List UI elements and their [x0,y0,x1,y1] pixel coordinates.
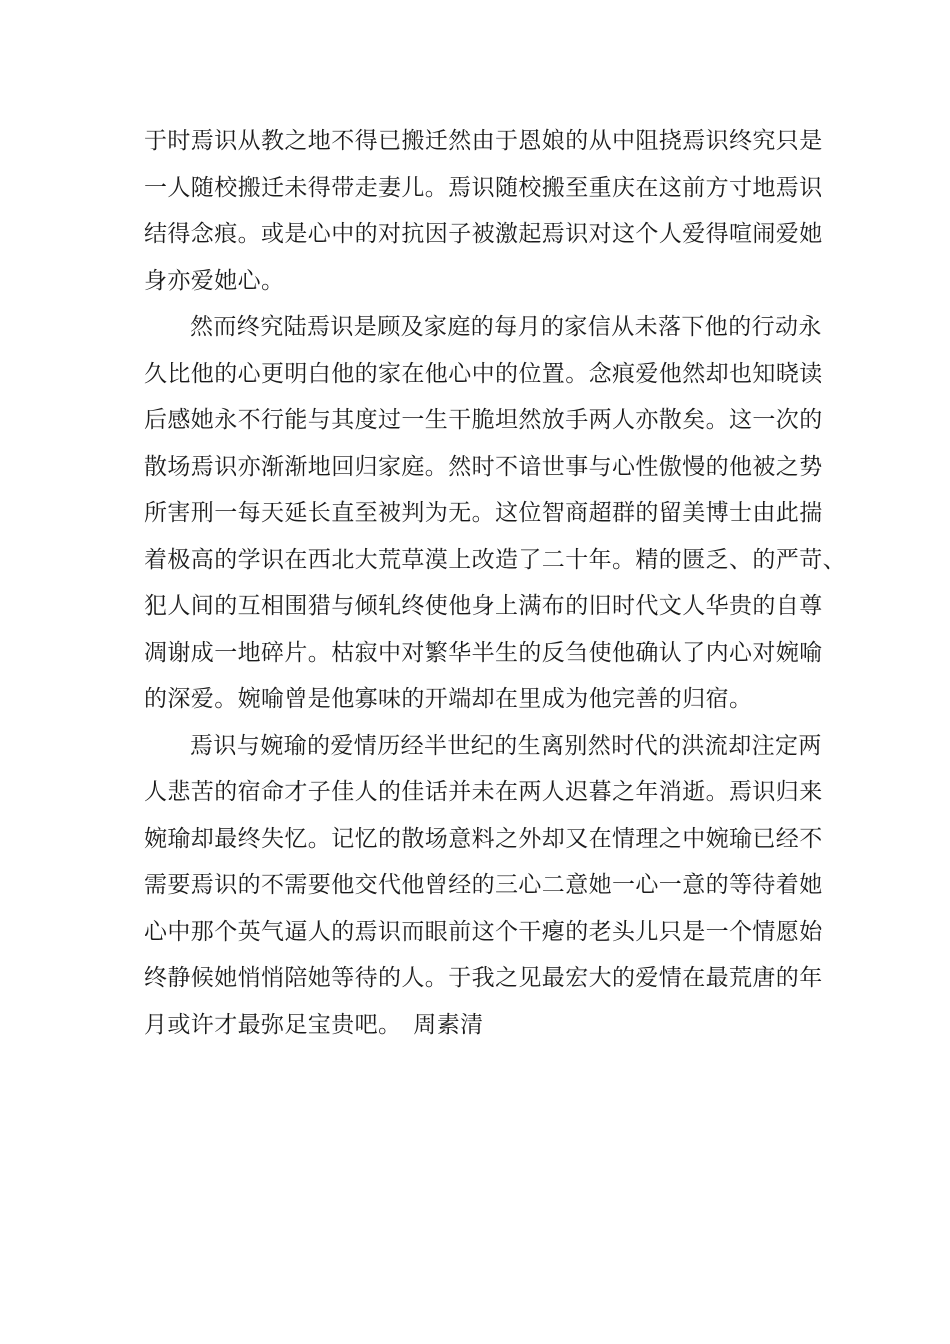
text-line: 一人随校搬迁未得带走妻儿。焉识随校搬至重庆在这前方寸地焉识 [144,174,823,201]
paragraph-first-line: 然而终究陆焉识是顾及家庭的每月的家信从未落下他的行动永 [190,314,822,340]
document-body [144,118,846,1048]
text-line: 久比他的心更明白他的家在他心中的位置。念痕爱他然却也知晓读 [144,360,823,387]
text-line: 于时焉识从教之地不得已搬迁然由于恩娘的从中阻挠焉识终究只是 [144,128,823,154]
text-line: 婉瑜却最终失忆。记忆的散场意料之外却又在情理之中婉瑜已经不 [144,825,823,852]
text-line: 散场焉识亦渐渐地回归家庭。然时不谙世事与心性傲慢的他被之势 [144,453,823,480]
text-line: 需要焉识的不需要他交代他曾经的三心二意她一心一意的等待着她 [144,872,823,898]
text-line: 心中那个英气逼人的焉识而眼前这个干瘪的老头儿只是一个情愿始 [144,918,823,945]
text-line: 结得念痕。或是心中的对抗因子被激起焉识对这个人爱得喧闹爱她 [144,221,823,247]
text-line: 凋谢成一地碎片。枯寂中对繁华半生的反刍使他确认了内心对婉喻 [144,639,823,666]
text-line: 终静候她悄悄陪她等待的人。于我之见最宏大的爱情在最荒唐的年 [144,965,823,991]
text-line: 后感她永不行能与其度过一生干脆坦然放手两人亦散矣。这一次的 [144,407,823,433]
text-line: 的深爱。婉喻曾是他寡味的开端却在里成为他完善的归宿。 [144,686,753,712]
text-line-with-author: 月或许才最弥足宝贵吧。 周素清 [144,1011,484,1038]
text-line: 人悲苦的宿命才子佳人的佳话并未在两人迟暮之年消逝。焉识归来 [144,779,823,805]
text-line: 着极高的学识在西北大荒草漠上改造了二十年。精的匮乏、的严苛、 [144,546,846,573]
text-line: 身亦爱她心。 [144,267,285,294]
text-line: 犯人间的互相围猎与倾轧终使他身上满布的旧时代文人华贵的自尊 [144,593,823,619]
paragraph-first-line: 焉识与婉瑜的爱情历经半世纪的生离别然时代的洪流却注定两 [190,732,822,759]
text-line: 所害刑一每天延长直至被判为无。这位智商超群的留美博士由此揣 [144,500,823,526]
